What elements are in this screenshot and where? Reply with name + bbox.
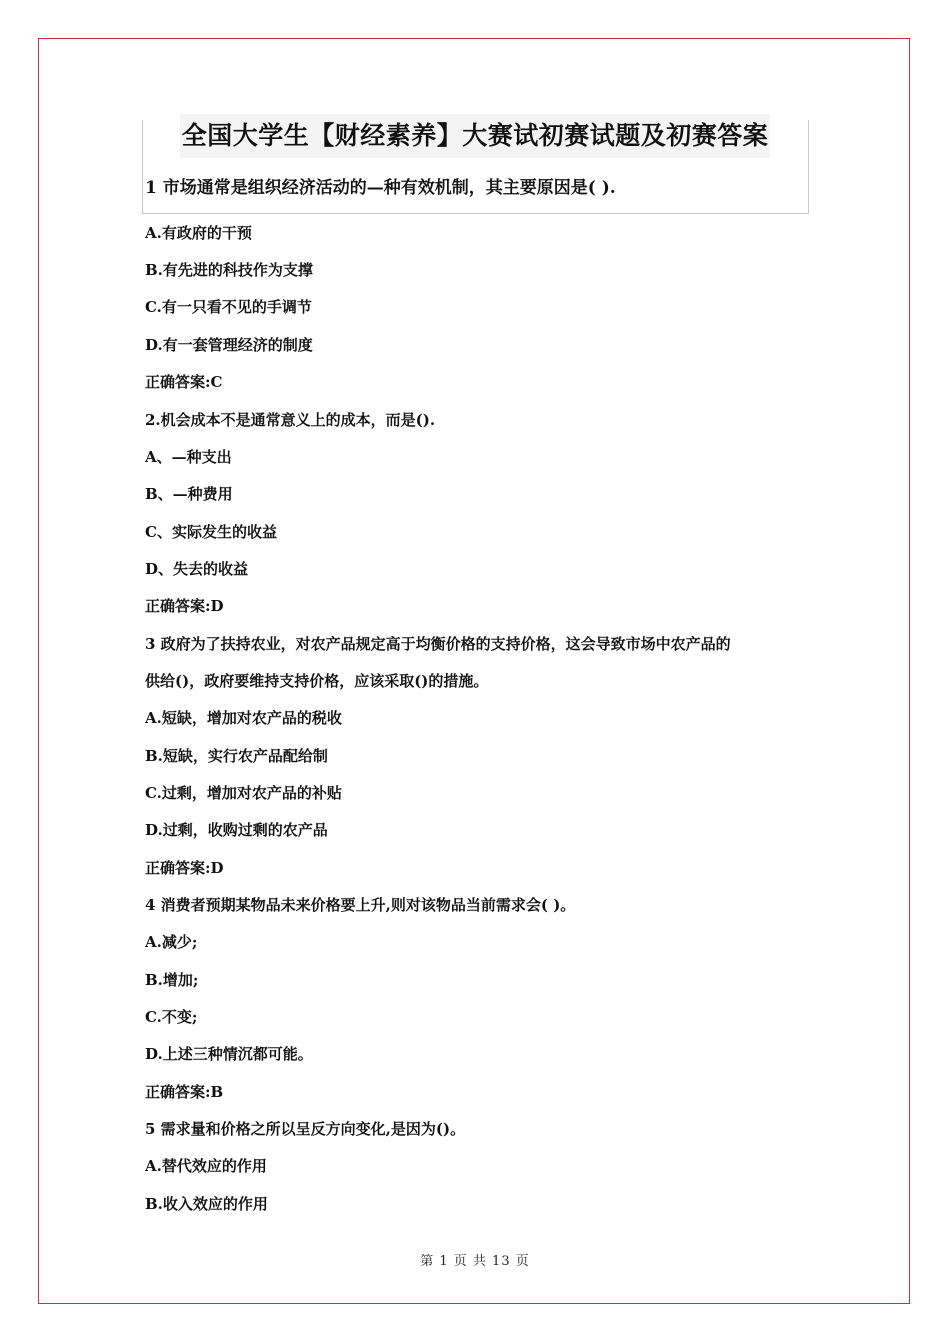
answer-1: 正确答案:C	[145, 373, 223, 391]
option-3d: D.过剩，收购过剩的农产品	[145, 821, 328, 839]
question-2: 2.机会成本不是通常意义上的成本，而是().	[145, 411, 436, 429]
document-title: 全国大学生【财经素养】大赛试初赛试题及初赛答案	[181, 121, 769, 150]
option-2b: B、—种费用	[145, 485, 233, 503]
question-4: 4 消费者预期某物品未来价格要上升,则对该物品当前需求会( )。	[145, 896, 576, 914]
option-5a: A.替代效应的作用	[145, 1157, 267, 1175]
option-2d: D、失去的收益	[145, 560, 249, 578]
option-1d: D.有一套管理经济的制度	[145, 336, 313, 354]
option-3c: C.过剩，增加对农产品的补贴	[145, 784, 342, 802]
option-4c: C.不变;	[145, 1008, 198, 1026]
question-3-line-1: 3 政府为了扶持农业，对农产品规定高于均衡价格的支持价格，这会导致市场中农产品的	[145, 635, 731, 653]
option-4d: D.上述三种情沉都可能。	[145, 1045, 313, 1063]
question-5: 5 需求量和价格之所以呈反方向变化,是因为()。	[145, 1120, 466, 1138]
question-1: 1 市场通常是组织经济活动的—种有效机制，其主要原因是( ).	[145, 178, 616, 198]
answer-4: 正确答案:B	[145, 1083, 224, 1101]
option-1a: A.有政府的干预	[145, 224, 252, 242]
option-2a: A、—种支出	[145, 448, 232, 466]
answer-3: 正确答案:D	[145, 859, 224, 877]
option-2c: C、实际发生的收益	[145, 523, 277, 541]
option-5b: B.收入效应的作用	[145, 1195, 268, 1213]
option-4b: B.增加;	[145, 971, 199, 989]
page-footer: 第 1 页 共 13 页	[420, 1254, 530, 1269]
answer-2: 正确答案:D	[145, 597, 224, 615]
option-1c: C.有一只看不见的手调节	[145, 298, 312, 316]
option-3b: B.短缺，实行农产品配给制	[145, 747, 328, 765]
question-3-line-2: 供给()，政府要维持支持价格，应该采取()的措施。	[145, 672, 489, 690]
option-1b: B.有先进的科技作为支撑	[145, 261, 313, 279]
option-3a: A.短缺，增加对农产品的税收	[145, 709, 342, 727]
option-4a: A.减少;	[145, 933, 198, 951]
